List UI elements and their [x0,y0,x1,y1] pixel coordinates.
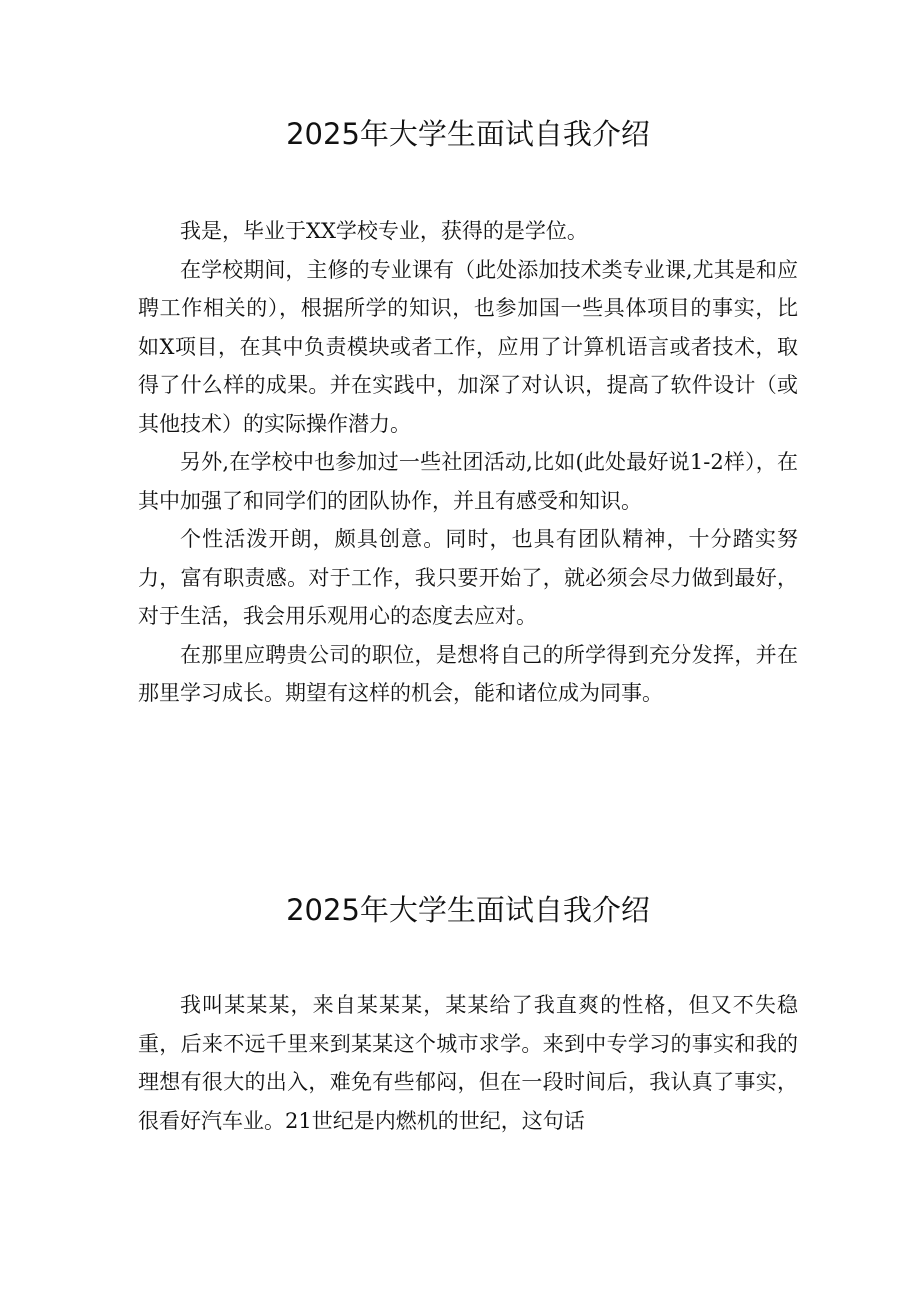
section-1 [138,112,798,713]
paragraph: 在那里应聘贵公司的职位，是想将自己的所学得到充分发挥，并在那里学习成长。期望有这样的机会，能和诸位成为同事。 [138,642,798,705]
body-text [138,986,798,1140]
document-title: 2025年大学生面试自我介绍 [286,117,650,151]
paragraph: 个性活泼开朗，颇具创意。同时，也具有团队精神，十分踏实努力，富有职责感。对于工作，我只要开始了，就必须会尽力做到最好，对于生活，我会用乐观用心的态度去应对。 [138,527,798,628]
paragraph: 另外,在学校中也参加过一些社团活动,比如(此处最好说1-2样），在其中加强了和同学们的团队协作，并且有感受和知识。 [138,450,798,513]
paragraph: 在学校期间，主修的专业课有（此处添加技术类专业课,尤其是和应聘工作相关的），根据所学的知识，也参加国一些具体项目的事实，比如X项目，在其中负责模块或者工作，应用了计算机语言或者技术，取得了什么样的成果。并在实践中，加深了对认识，提高了软件设计（或其他技术）的实际操作潜力。 [138,257,798,436]
paragraph: 我叫某某某，来自某某某，某某给了我直爽的性格，但又不失稳重，后来不远千里来到某某这个城市求学。来到中专学习的事实和我的理想有很大的出入，难免有些郁闷，但在一段时间后，我认真了事实，很看好汽车业。21世纪是内燃机的世纪，这句话 [138,993,798,1133]
section-2 [138,888,798,1140]
paragraph: 我是，毕业于XX学校专业，获得的是学位。 [180,219,588,243]
document-title: 2025年大学生面试自我介绍 [286,893,650,927]
body-text [138,212,798,713]
